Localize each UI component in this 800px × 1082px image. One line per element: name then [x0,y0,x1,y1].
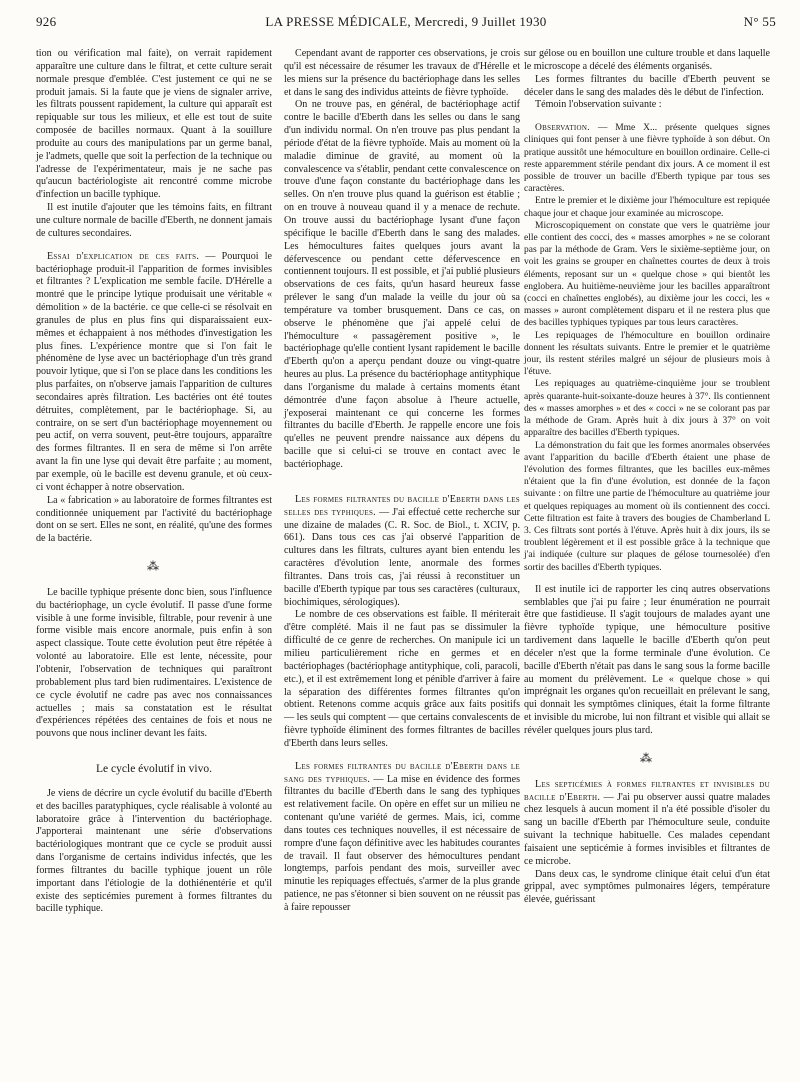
paragraph: Témoin l'observation suivante : [535,99,662,111]
paragraph [284,761,520,915]
paragraph: Je viens de décrire un cycle évolutif du bacille d'Eberth et des bacilles paratyphiques, cycle réalisable à volonté au laboratoire grâce à l'intervention du bactériophage. J'apporterai maintenant une série d'observations bactériologiques montrant que ce cycle se produit aussi dans l'organisme de certains individus infectés, que les formes filtrantes du bacille typhique jouent un rôle important dans l'étiologie de la dothiénentérie et qu'il existe des septicémies purement à formes filtrantes du bacille typhique. [36,787,272,915]
run-in-heading: Les septicémies à formes filtrantes et invisibles du bacille d'Eberth. [524,778,770,803]
journal-title: LA PRESSE MÉDICALE, Mercredi, 9 Juillet 1930 [265,14,547,29]
paragraph [36,251,272,495]
run-in-heading: Les formes filtrantes du bacille d'Eberth dans le sang des typhiques. [284,760,520,785]
section-divider: ⁂ [147,559,161,574]
column-left [36,48,272,916]
observation-paragraph: Les repiquages au quatrième-cinquième jour se troublent après quarante-huit-soixante-douze heures à 37°. Ils contiennent des « masses amorphes » et des « cocci » ne se colorant pas par la méthode de Gram. Après huit à dix jours à 37° on voit apparaître des bacilles d'Eberth typiques. [524,379,770,439]
section-divider: ⁂ [640,750,654,765]
paragraph: tion ou vérification mal faite), on verrait rapidement apparaître une culture dans le filtrat, et cette culture serait normale presque d'emblée. C'est justement ce qui ne se produit jamais. Si la faute que je viens de signaler arrive, les filtrats poussent rapidement, la culture qui apparaît est repiquable sur tous les milieux, et elle est tout de suite composée de bacilles normaux. Quant à la souillure produite au cours des manipulations par un germe banal, je l'admets, quelle que soit la perfection de la technique ou l'adresse de l'expérimentateur, mais je ne sache pas qu'aucun bactériologiste ait rencontré comme microbe d'infection un bacille typhique. [36,48,272,201]
paragraph: Cependant avant de rapporter ces observations, je crois qu'il est nécessaire de résumer les travaux de d'Hérelle et les miens sur la présence du bactériophage dans les selles et dans le sang des individus atteints de fièvre typhoïde. [284,48,520,98]
paragraph-text: — La mise en évidence des formes filtrantes du bacille d'Eberth dans le sang des typhiques est relativement facile. On opère en effet sur un milieu ne contenant qu'une variété de germes. Mais, ici, comme dans toutes ces techniques nouvelles, il est nécessaire de rompre d'une façon définitive avec les habitudes courantes de travail. Il faut observer des hémocultures pendant longtemps, parfois pendant des mois, surveiller avec minutie les repiquages effectués, s'armer de la plus grande patience, ne pas s'étonner si bien souvent on ne réussit pas à faire repousser [284,773,520,913]
observation-paragraph: Microscopiquement on constate que vers le quatrième jour elle contient des cocci, des « masses amorphes » ne se colorant pas par la méthode de Gram. Vers le sixième-septième jour, on voit les grains se grouper en chaînettes courtes de deux à trois éléments, reposant sur un « quelque chose » qui bientôt les englobera. Au huitième-neuvième jour les bacilles apparaîtront (cocci en chaînettes englobés), au dixième jour les cocci, les « masses » auront complètement disparu et il ne restera plus que des bacilles typhiques typiques par tous leurs caractères. [524,220,770,329]
observation-paragraph: Entre le premier et le dixième jour l'hémoculture est repiquée chaque jour et chaque jour examinée au microscope. [524,196,770,219]
observation-paragraph: La démonstration du fait que les formes anormales observées avant l'apparition du bacille d'Eberth étaient une phase de l'évolution des formes filtrantes, que les bacilles eux-mêmes n'étaient que la fin d'une évolution, est donnée de la façon suivante : on filtre une partie de l'hémoculture au quatrième jour et quelques repiquages au moment où ils contiennent des cocci. Cette filtration est faite à travers des bougies de Chamberland L 3. Ces filtrats sont portés à l'étuve. Après huit à dix jours, ils se troublent légèrement et il est possible grâce à la technique que j'ai indiquée (culture sur plaques de gélose tournesolée) d'en sortir des bacilles d'Eberth typiques. [524,440,770,573]
paragraph-text: — J'ai pu observer aussi quatre malades chez lesquels à aucun moment il n'a été possible d'isoler du sang un bacille d'Eberth par l'hémoculture seule, conduite suivant la technique habituelle. Ces malades cependant faisaient une septicémie à formes invisibles et filtrantes de ce microbe. [524,791,770,867]
paragraph-text: — Mme X... présente quelques signes cliniques qui font penser à une fièvre typhoïde à son début. On pratique aussitôt une hémoculture en bouillon ordinaire. Celle-ci reste apparemment stérile pendant dix jours. A ce moment il est possible de trouver un bacille d'Eberth typique par tous ses caractères. [524,123,770,195]
paragraph: La « fabrication » au laboratoire de formes filtrantes est conditionnée uniquement par l'activité du bactériophage dont on se sert. Elles ne sont, en réalité, qu'une des formes de la bactérie. [36,494,272,545]
column-middle [284,48,520,915]
run-in-heading: Essai d'explication de ces faits. [47,250,200,262]
page-header [36,14,776,36]
page-number: 926 [36,14,57,29]
paragraph [284,494,520,610]
paragraph-text: — Pourquoi le bactériophage produit-il l'apparition de formes invisibles et filtrantes ? L'explication me semble facile. D'Hérelle a montré que le principe lytique produisait une véritable « démolition » de la bactérie. ce que celle-ci se résolvait en granules de plus en plus fins qui disparaissaient eux-mêmes et échappaient à nos méthodes d'investigation les plus fines. L'expérience montre que si l'on fait le phénomène de lyse avec un bactériophage d'un très grand pouvoir lytique, que si l'on se place dans les conditions les plus parfaites, on n'observe jamais l'apparition de cultures secondaires après filtration. Les bactéries ont été toutes détruites, complètement, par le bactériophage. Si, au contraire, on se sert d'un bactériophage moyennement ou peu actif, on verra souvent, peut-être toujours, apparaître des formes filtrantes. Il en sera de même si l'on arrête avant la fin une lyse qui devait être parfaite ; au moment, par exemple, où le bacille est devenu granule, et où ceux-ci vont échapper à notre observation. [36,250,272,493]
paragraph: Il est inutile d'ajouter que les témoins faits, en filtrant une culture normale de bacille d'Eberth, ne donnent jamais de cultures secondaires. [36,202,272,239]
issue-number: N° 55 [743,14,776,29]
column-right [524,48,770,907]
paragraph-text: — J'ai effectué cette recherche sur une dizaine de malades (C. R. Soc. de Biol., t. XCIV, p. 661). Dans tous ces cas j'ai observé l'apparition de cultures dans les filtrats, cultures ayant bien entendu les caractères d'évolution lente, anormale des formes filtrantes. Dans trois cas, j'ai réussi à reconstituer un bacille d'Eberth typique par tous ses caractères (culturaux, biochimiques, sérologiques). [284,506,520,608]
paragraph [524,779,770,869]
paragraph: Le nombre de ces observations est faible. Il mériterait d'être complété. Mais il ne faut pas se dissimuler la difficulté de ce genre de recherches. On manipule ici un milieu particulièrement riche en germes et en bactériophages (bactériophage antityphique, coli, paracoli, etc.), et il est extrêmement long et pénible d'arriver à faire la séparation des différentes formes filtrantes qu'on obtient. Retenons comme acquis grâce aux faits positifs — les seuls qui comptent — que certains convalescents de fièvre typhoïde éliminent des formes filtrantes de bacilles d'Eberth dans leurs selles. [284,609,520,749]
observation-paragraph [524,122,770,195]
run-in-heading: Les formes filtrantes du bacille d'Eberth dans les selles des typhiques. [284,493,520,518]
paragraph: Le bacille typhique présente donc bien, sous l'influence du bactériophage, un cycle évolutif. Il passe d'une forme visible à une forme invisible, filtrable, pour revenir à une forme visible mais encore anormale, puis enfin à son aspect classique. Toute cette évolution peut être répétée à volonté au laboratoire. Elle est lente, nécessite, pour l'obtenir, l'observation de techniques qui paraîtront probablement plus tard bien rudimentaires. L'existence de ce cycle évolutif ne cadre pas avec nos connaissances actuelles ; mais sa constatation est le résultat d'expériences répétées des centaines de fois et nous ne pouvons que nous incliner devant les faits. [36,586,272,740]
section-heading: Le cycle évolutif in vivo. [96,763,212,776]
paragraph: Les formes filtrantes du bacille d'Eberth peuvent se déceler dans le sang des malades dès le début de l'infection. [524,73,770,98]
paragraph: Il est inutile ici de rapporter les cinq autres observations semblables que j'ai pu faire ; leur énumération ne pourrait être que fastidieuse. Il s'agit toujours de malades ayant une fièvre typhoïde typique, une hémoculture positive tardivement dans laquelle le bacille d'Eberth qu'on peut déceler n'est que la forme terminale d'une évolution. Ce bacille d'Eberth n'était pas dans le sang sous la forme bacille au moment du prélèvement. Le « quelque chose » qui imprégnait les organes qu'on recueillait en prélevant le sang, qui donnait les symptômes cliniques, était la forme filtrante et invisible du microbe, lui non filtrant et visible qui allait se révéler quelques jours plus tard. [524,583,770,737]
observation-paragraph: Les repiquages de l'hémoculture en bouillon ordinaire donnent les résultats suivants. Entre le premier et le quatrième jour, ils restent stériles malgré un séjour de plusieurs mois à l'étuve. [524,330,770,378]
paragraph: sur gélose ou en bouillon une culture trouble et dans laquelle le microscope a décelé des éléments organisés. [524,48,770,72]
paragraph: Dans deux cas, le syndrome clinique était celui d'un état grippal, avec symptômes pulmonaires légers, température élevée, guérissant [524,868,770,906]
paragraph: On ne trouve pas, en général, de bactériophage actif contre le bacille d'Eberth dans les selles ou dans le sang d'un individu normal. On n'en trouve pas plus pendant la période d'état de la fièvre typhoïde. Mais au moment où la maladie diminue de gravité, au moment où la convalescence va s'établir, pendant cette convalescence on trouve d'une façon constante du bactériophage dans les selles. On n'en trouve plus quand la guérison est établie ; on en trouve à nouveau quand il y a menace de rechute. On trouve aussi du bactériophage lysant d'une façon spécifique le bacille d'Eberth dans le sang des malades. Les hémocultures faites quelques jours avant la défervescence ou pendant cette défervescence en contiennent toujours. Il est possible, et j'ai publié plusieurs observations de ces faits, qu'un hasard heureux fasse prélever le sang d'un malade la veille du jour où sa température va tomber brusquement. Dans ce cas, on observe le phénomène que j'ai appelé celui de l'hémoculture « passagèrement positive », le bactériophage qu'elle contient lysant rapidement le bacille d'Eberth qu'on a aperçu pendant douze ou vingt-quatre heures au plus. La présence du bactériophage antityphique dans l'organisme du malade à certains moments étant démontrée d'une façon absolue à l'heure actuelle, j'exposerai maintenant ce qui concerne les formes filtrantes du bacille d'Eberth. Je rappelle encore une fois qu'elles ne peuvent prendre naissance aux dépens du bacille que si celui-ci se trouve en contact avec le bactériophage. [284,99,520,470]
run-in-heading: Observation. [535,123,590,134]
